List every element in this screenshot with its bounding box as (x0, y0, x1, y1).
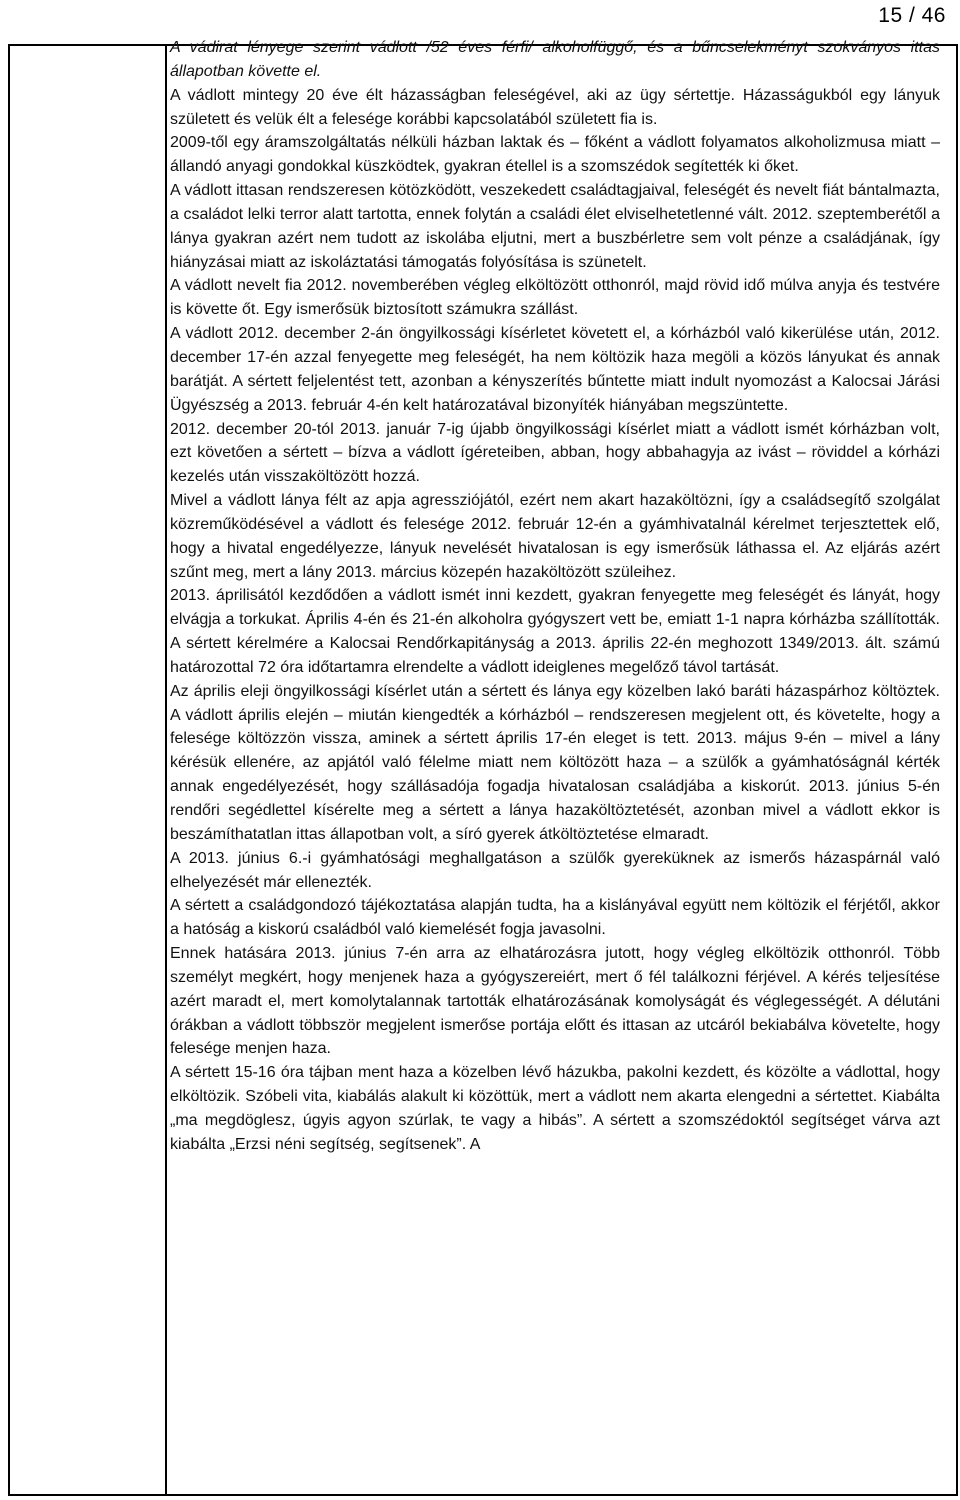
paragraph: 2013. áprilisától kezdődően a vádlott ismét inni kezdett, gyakran fenyegette meg feleségét és lányát, hogy elvágja a torkukat. Április 4-én és 21-én alkoholra gyógyszert vett be, emiatt 1-1 napra kórházba szállították. A sértett kérelmére a Kalocsai Rendőrkapitányság a 2013. április 22-én meghozott 1349/2013. ált. számú határozottal 72 óra időtartamra elrendelte a vádlott ideiglenes megelőző távol tartását. (170, 587, 940, 676)
document-body (170, 36, 940, 1157)
paragraph: Ennek hatására 2013. június 7-én arra az elhatározásra jutott, hogy végleg elköltözik otthonról. Több személyt megkért, hogy menjenek haza a gyógyszereiért, mert ő fél találkozni férjével. A kérés teljesítése azért maradt el, mert komolytalannak tartották elhatározásának komolyságát és véglegességét. A délutáni órákban a vádlott többször megjelent ismerőse portája előtt és ittasan az utcáról bekiabálva követelte, hogy felesége menjen haza. (170, 945, 940, 1058)
paragraph-indictment-summary: A vádirat lényege szerint vádlott /52 éves férfi/ alkoholfüggő, és a bűncselekményt szokványos ittas állapotban követte el. (170, 39, 940, 80)
paragraph: A vádlott nevelt fia 2012. novemberében végleg elköltözött otthonról, majd rövid idő múlva anyja és testvére is követte őt. Egy ismerősük biztosított számukra szállást. (170, 277, 940, 319)
paragraph: A vádlott ittasan rendszeresen kötözködött, veszekedett családtagjaival, feleségét és nevelt fiát bántalmazta, a családot lelki terror alatt tartotta, ennek folytán a családi élet elviselhetetlenné vált. 2012. szeptemberétől a lánya gyakran azért nem tudott az iskolába eljutni, mert a buszbérletre sem volt pénze a családjának, így hiányzásai miatt az iskoláztatási támogatás folyósítása is szünetelt. (170, 182, 940, 271)
paragraph: A sértett 15-16 óra tájban ment haza a közelben lévő házukba, pakolni kezdett, és közölte a vádlottal, hogy elköltözik. Szóbeli vita, kiabálás alakult ki közöttük, mert a vádlott nem akarta elengedni a sértettet. Kiabálta „ma megdöglesz, úgyis agyon szúrlak, te vagy a hibás”. A sértett a szomszédoktól segítséget várva azt kiabálta „Erzsi néni segítség, segítsenek”. A (170, 1064, 940, 1153)
paragraph: 2012. december 20-tól 2013. január 7-ig újabb öngyilkossági kísérlet miatt a vádlott ismét kórházban volt, ezt követően a sértett – bízva a vádlott ígéreteiben, abban, hogy abbahagyja az ivást – röviddel a kórházi kezelés után visszaköltözött hozzá. (170, 420, 940, 486)
paragraph: Az április eleji öngyilkossági kísérlet után a sértett és lánya egy közelben lakó baráti házaspárhoz költöztek. A vádlott április elején – miután kiengedték a kórházból – rendszeresen megjelent ott, és követelte, hogy a felesége költözzön vissza, aminek a sértett április 17-én eleget is tett. 2013. május 9-én – mivel a lány kérésük ellenére, az apjától való félelme miatt nem költözött haza – a szülők a gyámhatóságnál kérték annak engedélyezését, hogy szállásadója fogadja hivatalosan családjába a kiskorút. 2013. június 5-én rendőri segédlettel kísérelte meg a sértett a lánya hazaköltöztetését, azonban mivel a vádlott ekkor is beszámíthatatlan ittas állapotban volt, a síró gyerek átköltöztetése elmaradt. (170, 682, 940, 843)
paragraph: Mivel a vádlott lánya félt az apja agressziójától, ezért nem akart hazaköltözni, így a családsegítő szolgálat közreműködésével a vádlott és felesége 2012. február 12-én a gyámhivatalnál kérelmet terjesztettek elő, hogy a hivatal engedélyezze, lányuk nevelését hivatalosan is egy ismerősük láthassa el. Az eljárás azért szűnt meg, mert a lány 2013. március közepén hazaköltözött szüleihez. (170, 492, 940, 581)
paragraph: A 2013. június 6.-i gyámhatósági meghallgatáson a szülők gyereküknek az ismerős házaspárnál való elhelyezését már ellenezték. (170, 849, 940, 891)
paragraph: A sértett a családgondozó tájékoztatása alapján tudta, ha a kislányával együtt nem költözik el férjétől, akkor a hatóság a kiskorú családból való kiemelését fogja javasolni. (170, 897, 940, 939)
page-number: 15 / 46 (878, 4, 946, 27)
paragraph: A vádlott 2012. december 2-án öngyilkossági kísérletet követett el, a kórházból való kikerülése után, 2012. december 17-én azzal fenyegette meg feleségét, ha nem költözik haza megöli a közös lányukat és annak barátját. A sértett feljelentést tett, azonban a kényszerítés bűntette miatt indult nyomozást a Kalocsai Járási Ügyészség a 2013. február 4-én kelt határozatával bizonyíték hiányában megszüntette. (170, 325, 940, 414)
paragraph: 2009-től egy áramszolgáltatás nélküli házban laktak és – főként a vádlott folyamatos alkoholizmusa miatt – állandó anyagi gondokkal küszködtek, gyakran étellel is a szomszédok segítették ki őket. (170, 134, 940, 176)
paragraph: A vádlott mintegy 20 éve élt házasságban feleségével, aki az ügy sértettje. Házasságukból egy lányuk született és velük élt a felesége korábbi kapcsolatából született fia is. (170, 86, 940, 128)
left-column-empty-cell (10, 46, 167, 1494)
